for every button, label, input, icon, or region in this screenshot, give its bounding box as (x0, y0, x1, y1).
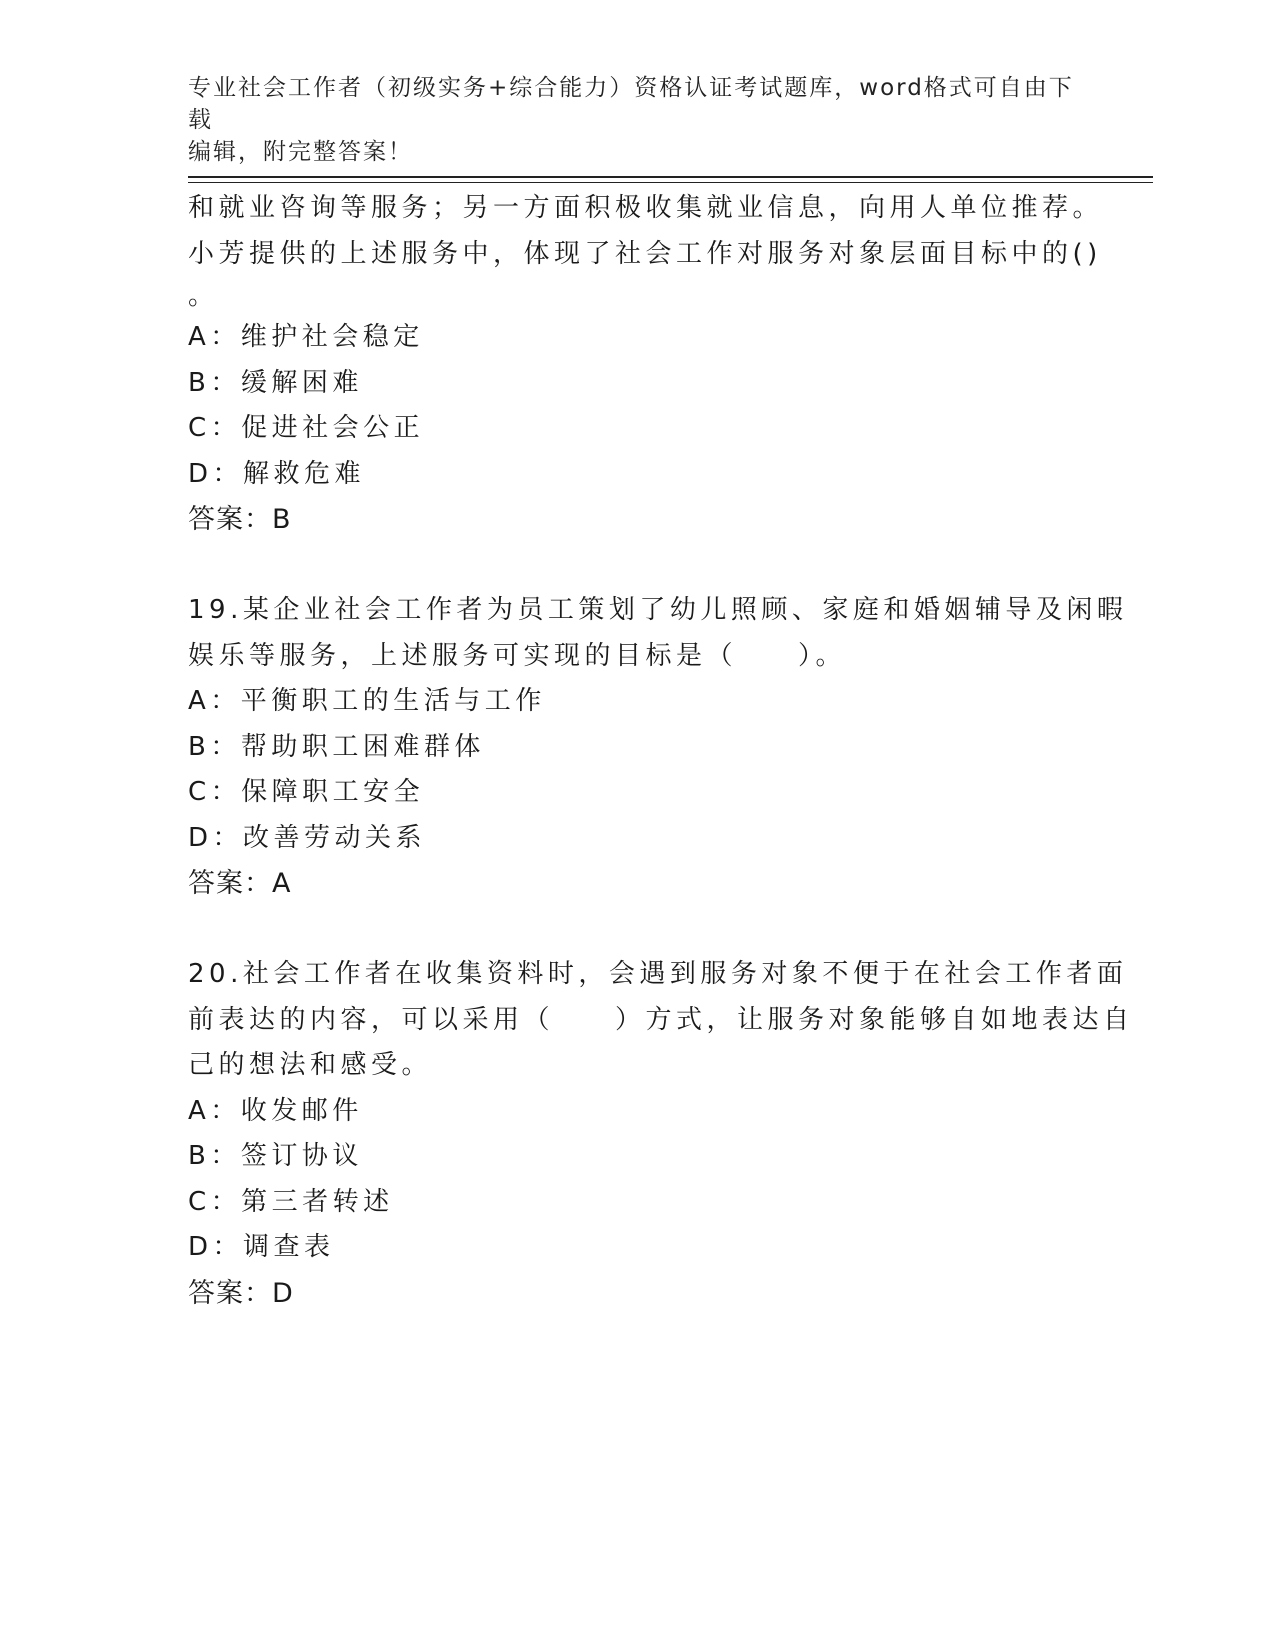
question-text-line: 20.社会工作者在收集资料时，会遇到服务对象不便于在社会工作者面 (188, 959, 1128, 989)
option-a: A：收发邮件 (188, 1095, 363, 1126)
header-divider-thick (188, 176, 1153, 178)
option-b: B：缓解困难 (188, 367, 363, 398)
question-text-line: 小芳提供的上述服务中，体现了社会工作对服务对象层面目标中的() (188, 238, 1102, 269)
option-d: D：调查表 (188, 1232, 335, 1262)
page-header (188, 72, 1088, 168)
question-list (188, 186, 1134, 1317)
option-a: A：维护社会稳定 (188, 322, 424, 352)
option-b: B：帮助职工困难群体 (188, 731, 485, 762)
answer-line: 答案：A (188, 868, 292, 899)
option-a: A：平衡职工的生活与工作 (188, 686, 546, 716)
question-text-line: 和就业咨询等服务；另一方面积极收集就业信息，向用人单位推荐。 (188, 193, 1104, 223)
option-d: D：解救危难 (188, 458, 366, 489)
question-18 (188, 186, 1104, 543)
header-line-2: 编辑，附完整答案！ (188, 139, 413, 165)
answer-line: 答案：D (188, 1277, 294, 1309)
option-d: D：改善劳动关系 (188, 822, 427, 853)
question-20 (188, 952, 1134, 1317)
option-c: C：促进社会公正 (188, 413, 425, 443)
question-text-line: 己的想法和感受。 (188, 1050, 433, 1080)
answer-line: 答案：B (188, 504, 292, 535)
question-text-line: 。 (188, 281, 219, 311)
question-text-line: 前表达的内容，可以采用（ ）方式，让服务对象能够自如地表达自 (188, 1004, 1134, 1035)
spacer (188, 543, 1088, 588)
question-19 (188, 588, 1128, 907)
question-text-line: 娱乐等服务，上述服务可实现的目标是（ ）。 (188, 640, 847, 671)
option-c: C：保障职工安全 (188, 777, 425, 807)
header-line-1: 专业社会工作者（初级实务+综合能力）资格认证考试题库，word格式可自由下载 (188, 75, 1074, 133)
question-text-line: 19.某企业社会工作者为员工策划了幼儿照顾、家庭和婚姻辅导及闲暇 (188, 595, 1128, 625)
option-c: C：第三者转述 (188, 1186, 394, 1217)
option-b: B：签订协议 (188, 1141, 363, 1171)
header-divider-thin (188, 182, 1153, 183)
spacer (188, 907, 1088, 952)
